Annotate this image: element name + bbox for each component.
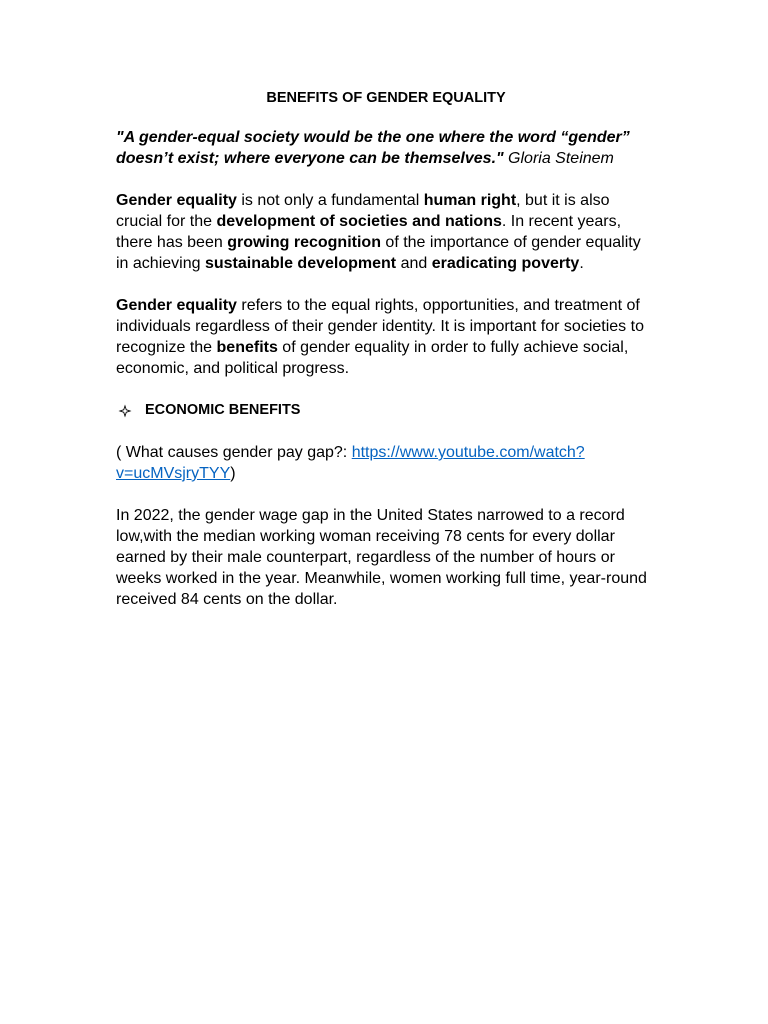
video-link-paragraph <box>116 442 656 484</box>
definition-paragraph <box>116 295 656 379</box>
bold-phrase: growing recognition <box>227 234 381 251</box>
wage-gap-paragraph: In 2022, the gender wage gap in the United States narrowed to a record low,with the median working woman receiving 78 cents for every dollar earned by their male counterpart, regardless of the number of hours or weeks worked in the year. Meanwhile, women working full time, year-round received 84 cents on the dollar. <box>116 507 647 608</box>
bold-phrase: Gender equality <box>116 192 237 209</box>
bold-phrase: sustainable development <box>204 255 397 272</box>
youtube-link[interactable]: https://www.youtube.com/watch?v=ucMVsjryTYY <box>116 444 585 482</box>
bold-phrase: eradicating poverty <box>431 255 580 272</box>
text-run: of gender equality in order to fully achieve social, economic, and political progress. <box>116 339 629 377</box>
diamond-bullet-icon <box>118 404 132 418</box>
text-run: refers to the equal rights, opportunities, and treatment of individuals regardless of their gender identity. It is important for societies to recognize the <box>116 297 644 356</box>
text-run: . In recent years, there has been <box>116 213 622 251</box>
bold-phrase: human right <box>423 192 517 209</box>
text-run: and <box>396 255 432 272</box>
text-run: of the importance of gender equality in achieving <box>116 234 641 272</box>
quote-paragraph <box>116 127 656 169</box>
section-heading-text: ECONOMIC BENEFITS <box>145 402 301 418</box>
quote-author: Gloria Steinem <box>508 150 614 167</box>
bold-phrase: benefits <box>216 339 278 356</box>
quote-text: "A gender-equal society would be the one where the word “gender” doesn’t exist; where everyone can be themselves." <box>116 129 630 167</box>
intro-paragraph <box>116 190 656 274</box>
document-title: BENEFITS OF GENDER EQUALITY <box>266 90 506 106</box>
text-run: ) <box>230 465 236 482</box>
document-page <box>116 88 656 631</box>
section-heading-economic <box>116 400 656 421</box>
text-run: . <box>579 255 584 272</box>
text-run: , but it is also crucial for the <box>116 192 610 230</box>
bold-phrase: Gender equality <box>116 297 237 314</box>
text-run: ( What causes gender pay gap?: <box>116 444 352 461</box>
bold-phrase: development of societies and nations <box>216 213 502 230</box>
text-run: is not only a fundamental <box>236 192 424 209</box>
